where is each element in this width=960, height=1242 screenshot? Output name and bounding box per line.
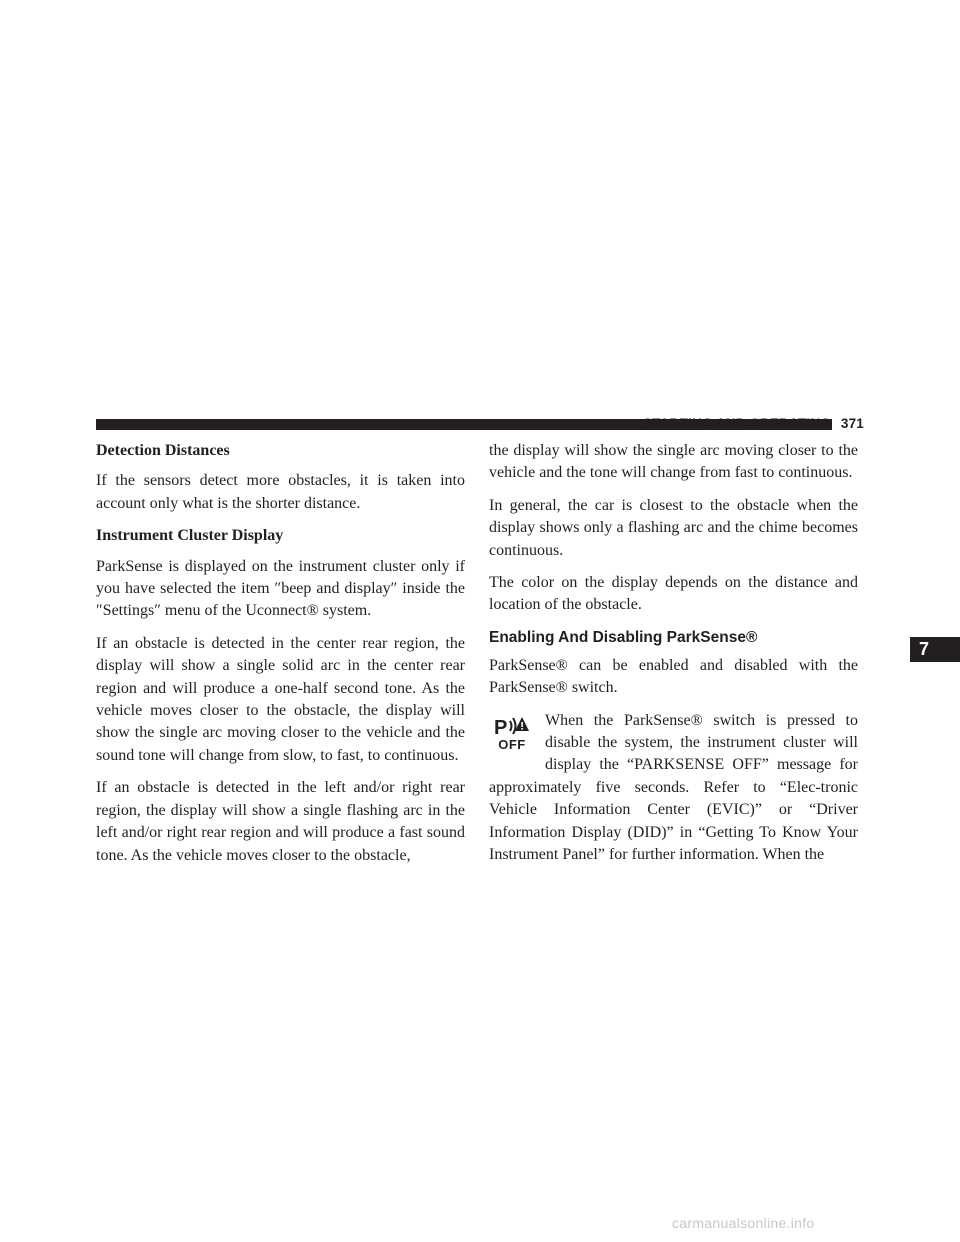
paragraph-general: In general, the car is closest to the obstacle when the display shows only a flashing arc and the chime becomes continuous.: [489, 496, 858, 559]
warning-dot: [521, 728, 523, 730]
chapter-tab: 7: [910, 637, 960, 662]
icon-letter: P: [494, 716, 508, 737]
paragraph-color: The color on the display depends on the distance and location of the obstacle.: [489, 574, 858, 614]
paragraph-cluster-2: If an obstacle is detected in the center rear region, the display will show a single solid arc in the center rear region and will produce a one-half second tone. As the vehicle moves closer to the obstacle, the display will show the single arc moving closer to the vehicle and the sound tone will change from slow, to fast, to continuous.: [96, 634, 465, 764]
running-head: [643, 413, 864, 435]
paragraph-cluster-1: ParkSense is displayed on the instrument cluster only if you have selected the item ″beep and display″ inside the ″Settings″ menu of the Uconnect® system.: [96, 557, 465, 620]
heading-enabling-disabling: Enabling And Disabling ParkSense®: [489, 628, 758, 646]
heading-detection-distances: Detection Distances: [96, 442, 230, 459]
paragraph-continuation: the display will show the single arc moving closer to the vehicle and the tone will change from fast to continuous.: [489, 442, 858, 482]
icon-off-label: OFF: [498, 736, 526, 752]
paragraph-cluster-3: If an obstacle is detected in the left and/or right rear region, the display will show a single flashing arc in the left and/or right rear region and will produce a fast sound tone. As the vehicle moves closer to the obstacle,: [96, 779, 465, 864]
warning-bar: [521, 722, 523, 727]
sensor-wave-1: [510, 721, 512, 731]
paragraph-enable: ParkSense® can be enabled and disabled with the ParkSense® switch.: [489, 656, 858, 697]
left-column: [96, 440, 465, 877]
footer-watermark: carmanualsonline.info: [672, 1215, 815, 1231]
paragraph-switch: When the ParkSense® switch is pressed to disable the system, the instrument cluster will display the “PARKSENSE OFF” message for approximately five seconds. Refer to “Elec-tronic Vehicle Information Center (EVIC)” or “Driver Information Display (DID)” in “Getting To Know Your Instrument Panel” for further information. When the: [489, 711, 858, 864]
section-title: STARTING AND OPERATING: [642, 416, 831, 431]
heading-instrument-cluster: Instrument Cluster Display: [96, 527, 284, 545]
paragraph-detection: If the sensors detect more obstacles, it is taken into account only what is the shorter distance.: [96, 472, 465, 512]
switch-block: [489, 710, 858, 867]
page-number: 371: [840, 416, 864, 431]
right-column: [489, 440, 858, 867]
parksense-sensor-icon: [493, 715, 531, 737]
sensor-wave-2: [513, 718, 516, 734]
parksense-off-icon: [491, 712, 533, 754]
